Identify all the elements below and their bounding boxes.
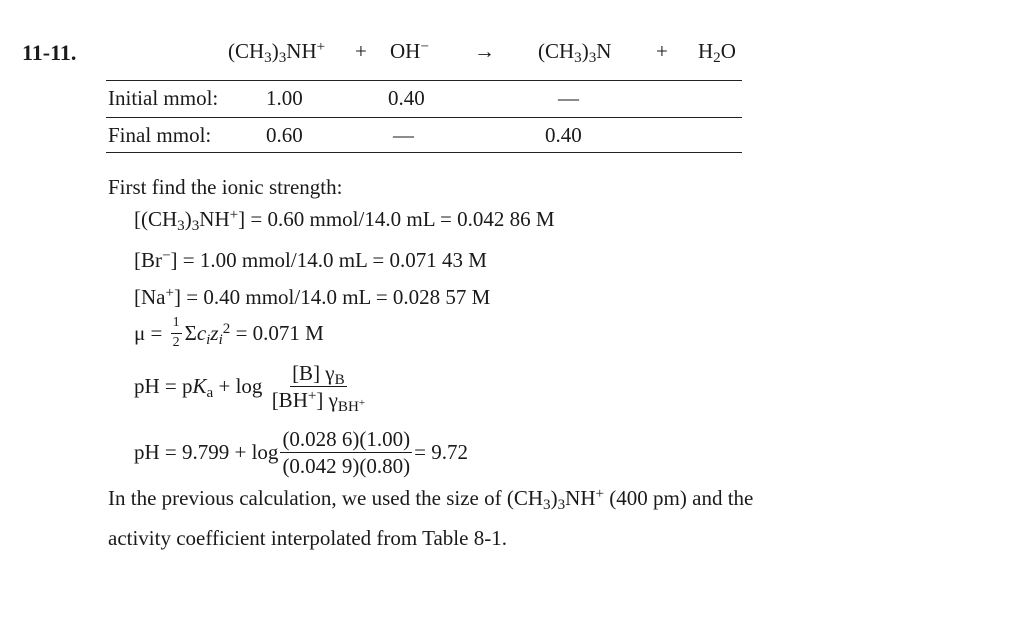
plus-sign-1: + [355,39,367,63]
ionic-strength-value: = 0.071 M [235,320,324,345]
intro-text: First find the ionic strength: [108,175,343,199]
table-cell: 0.60 [266,123,303,147]
reactant-hydroxide: OH− [390,39,429,63]
equation-henderson-hasselbalch: pH = p $K_a + \log$ $\frac{[B] \gamma_B}{[BH^+] \gamma_{BH^+}}$ [134,361,366,416]
table-cell: — [558,86,579,110]
bromide-symbol: [Br−] [134,248,183,272]
reactant-trimethylammonium: $(CH_3)_3NH^+$ [228,39,326,67]
table-row-label: Initial mmol: [108,86,219,110]
table-middle-rule [106,117,742,118]
table-top-rule [106,80,742,81]
product-trimethylamine: $(CH_3)_3N$ [538,39,612,67]
sodium-value: = 0.40 mmol/14.0 mL = 0.028 57 M [186,285,491,309]
table-cell: 1.00 [266,86,303,110]
amine-concentration-value: = 0.60 mmol/14.0 mL = 0.042 86 M [250,207,555,231]
product-water: $H_2O$ [698,39,736,67]
plus-sign-2: + [656,39,668,63]
table-cell: 0.40 [388,86,425,110]
table-cell: 0.40 [545,123,582,147]
problem-number: 11-11. [22,40,77,65]
equation-amine-concentration [134,207,555,235]
equation-ph-numeric: pH = 9.799 + log $\frac{(0.028 6)(1.00)}{(0.042 9)(0.80)}$ = 9.72 [134,427,469,479]
footer-line-1: In the previous calculation, we used the size of $(CH_3)_3NH^+$ (400 pm) and the [108,486,754,514]
equation-sodium-concentration [134,287,490,308]
reaction-arrow: → [474,39,495,63]
ph-result: = 9.72 [414,440,469,465]
numeric-fraction: $\frac{(0.028 6)(1.00)}{(0.042 9)(0.80)}$ [282,427,411,479]
activity-ratio-fraction: $\frac{[B] \gamma_B}{[BH^+] \gamma_{BH^+}}$ [271,361,366,416]
one-half-fraction: $\frac{1}{2}$ [172,315,180,350]
equation-ionic-strength: μ = $\frac{1}{2}$ $\Sigma c_iz_i^2$ = 0.071 M [134,315,324,350]
bromide-value: = 1.00 mmol/14.0 mL = 0.071 43 M [182,248,487,272]
equation-bromide-concentration [134,250,487,271]
table-bottom-rule [106,152,742,153]
table-row-label: Final mmol: [108,123,212,147]
table-cell: — [393,123,414,147]
footer-line-2: activity coefficient interpolated from Table 8-1. [108,526,507,550]
amine-concentration-symbol: $[(CH_3)_3NH^+]$ [134,207,251,235]
sodium-symbol: [Na+] [134,285,187,309]
